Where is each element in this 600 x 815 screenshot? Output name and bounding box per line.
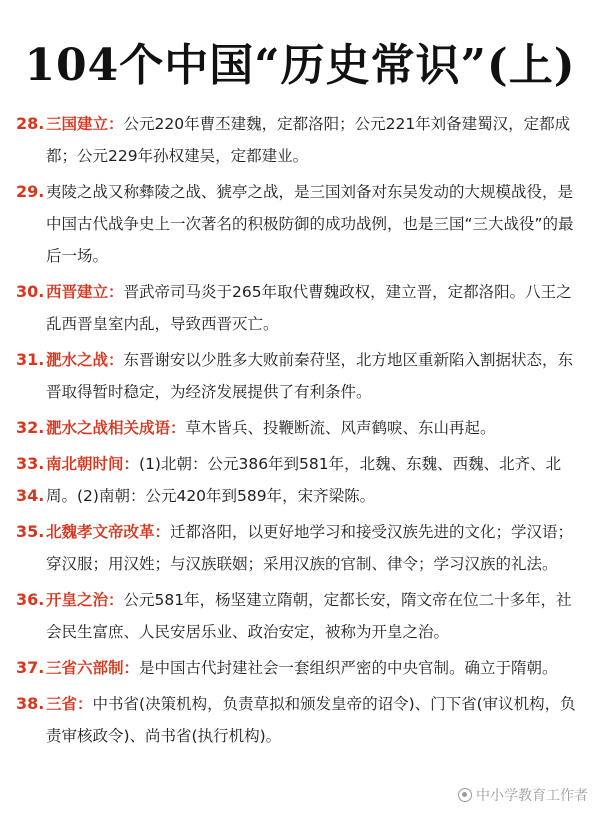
item-text: 草木皆兵、投鞭断流、风声鹤唳、东山再起。 xyxy=(185,419,496,437)
item-number: 38. xyxy=(16,694,45,713)
list-item xyxy=(0,412,600,444)
item-keyword: 北魏孝文帝改革： xyxy=(46,523,171,541)
page-title: 104个中国“历史常识”(上) xyxy=(24,40,576,91)
item-text: 公元220年曹丕建魏，定都洛阳；公元221年刘备建蜀汉，定都成都；公元229年孙权建吴，定都建业。 xyxy=(46,115,571,165)
item-number: 29. xyxy=(16,182,45,201)
list-item xyxy=(0,176,600,272)
item-number: 32. xyxy=(16,418,45,437)
item-number: 36. xyxy=(16,590,45,609)
item-text: 中书省(决策机构，负责草拟和颁发皇帝的诏令)、门下省(审议机构，负责审核政令)、尚书省(执行机构)。 xyxy=(46,695,576,745)
item-text: 是中国古代封建社会一套组织严密的中央官制。确立于隋朝。 xyxy=(139,659,558,677)
watermark xyxy=(458,785,588,805)
item-keyword: 南北朝时间： xyxy=(46,455,140,473)
item-keyword: 三省： xyxy=(46,695,93,713)
watermark-text: 中小学教育工作者 xyxy=(476,788,588,804)
item-number: 33. xyxy=(16,454,45,473)
list-item xyxy=(0,584,600,648)
list-item xyxy=(0,652,600,684)
item-number: 28. xyxy=(16,114,45,133)
item-keyword: 三国建立： xyxy=(46,115,124,133)
item-text: (1)北朝：公元386年到581年，北魏、东魏、西魏、北齐、北周。(2)南朝：公元420年到589年，宋齐梁陈。 xyxy=(46,455,562,505)
item-text: 晋武帝司马炎于265年取代曹魏政权，建立晋，定都洛阳。八王之乱西晋皇室内乱，导致西晋灭亡。 xyxy=(46,283,572,333)
item-keyword: 开皇之治： xyxy=(46,591,124,609)
item-number: 37. xyxy=(16,658,45,677)
watermark-logo-icon xyxy=(458,788,472,802)
item-keyword: 淝水之战： xyxy=(46,351,124,369)
list-item xyxy=(0,344,600,408)
list-item xyxy=(0,688,600,752)
item-text: 东晋谢安以少胜多大败前秦苻坚，北方地区重新陷入割据状态，东晋取得暂时稳定，为经济发展提供了有利条件。 xyxy=(46,351,574,401)
item-text: 夷陵之战又称彝陵之战、猇亭之战，是三国刘备对东吴发动的大规模战役，是中国古代战争史上一次著名的积极防御的成功战例，也是三国“三大战役”的最后一场。 xyxy=(46,183,574,265)
history-list xyxy=(0,108,600,756)
item-number-second: 34. xyxy=(16,486,45,505)
list-item xyxy=(0,276,600,340)
list-item xyxy=(0,108,600,172)
item-keyword: 淝水之战相关成语： xyxy=(46,419,186,437)
item-keyword: 西晋建立： xyxy=(46,283,124,301)
list-item xyxy=(0,516,600,580)
item-number: 35. xyxy=(16,522,45,541)
item-text: 迁都洛阳，以更好地学习和接受汉族先进的文化；学汉语；穿汉服；用汉姓；与汉族联姻；采用汉族的官制、律令；学习汉族的礼法。 xyxy=(46,523,574,573)
item-number: 30. xyxy=(16,282,45,301)
item-text: 公元581年，杨坚建立隋朝，定都长安，隋文帝在位二十多年，社会民生富庶、人民安居乐业、政治安定，被称为开皇之治。 xyxy=(46,591,572,641)
item-number: 31. xyxy=(16,350,45,369)
item-keyword: 三省六部制： xyxy=(46,659,140,677)
list-item xyxy=(0,448,600,512)
